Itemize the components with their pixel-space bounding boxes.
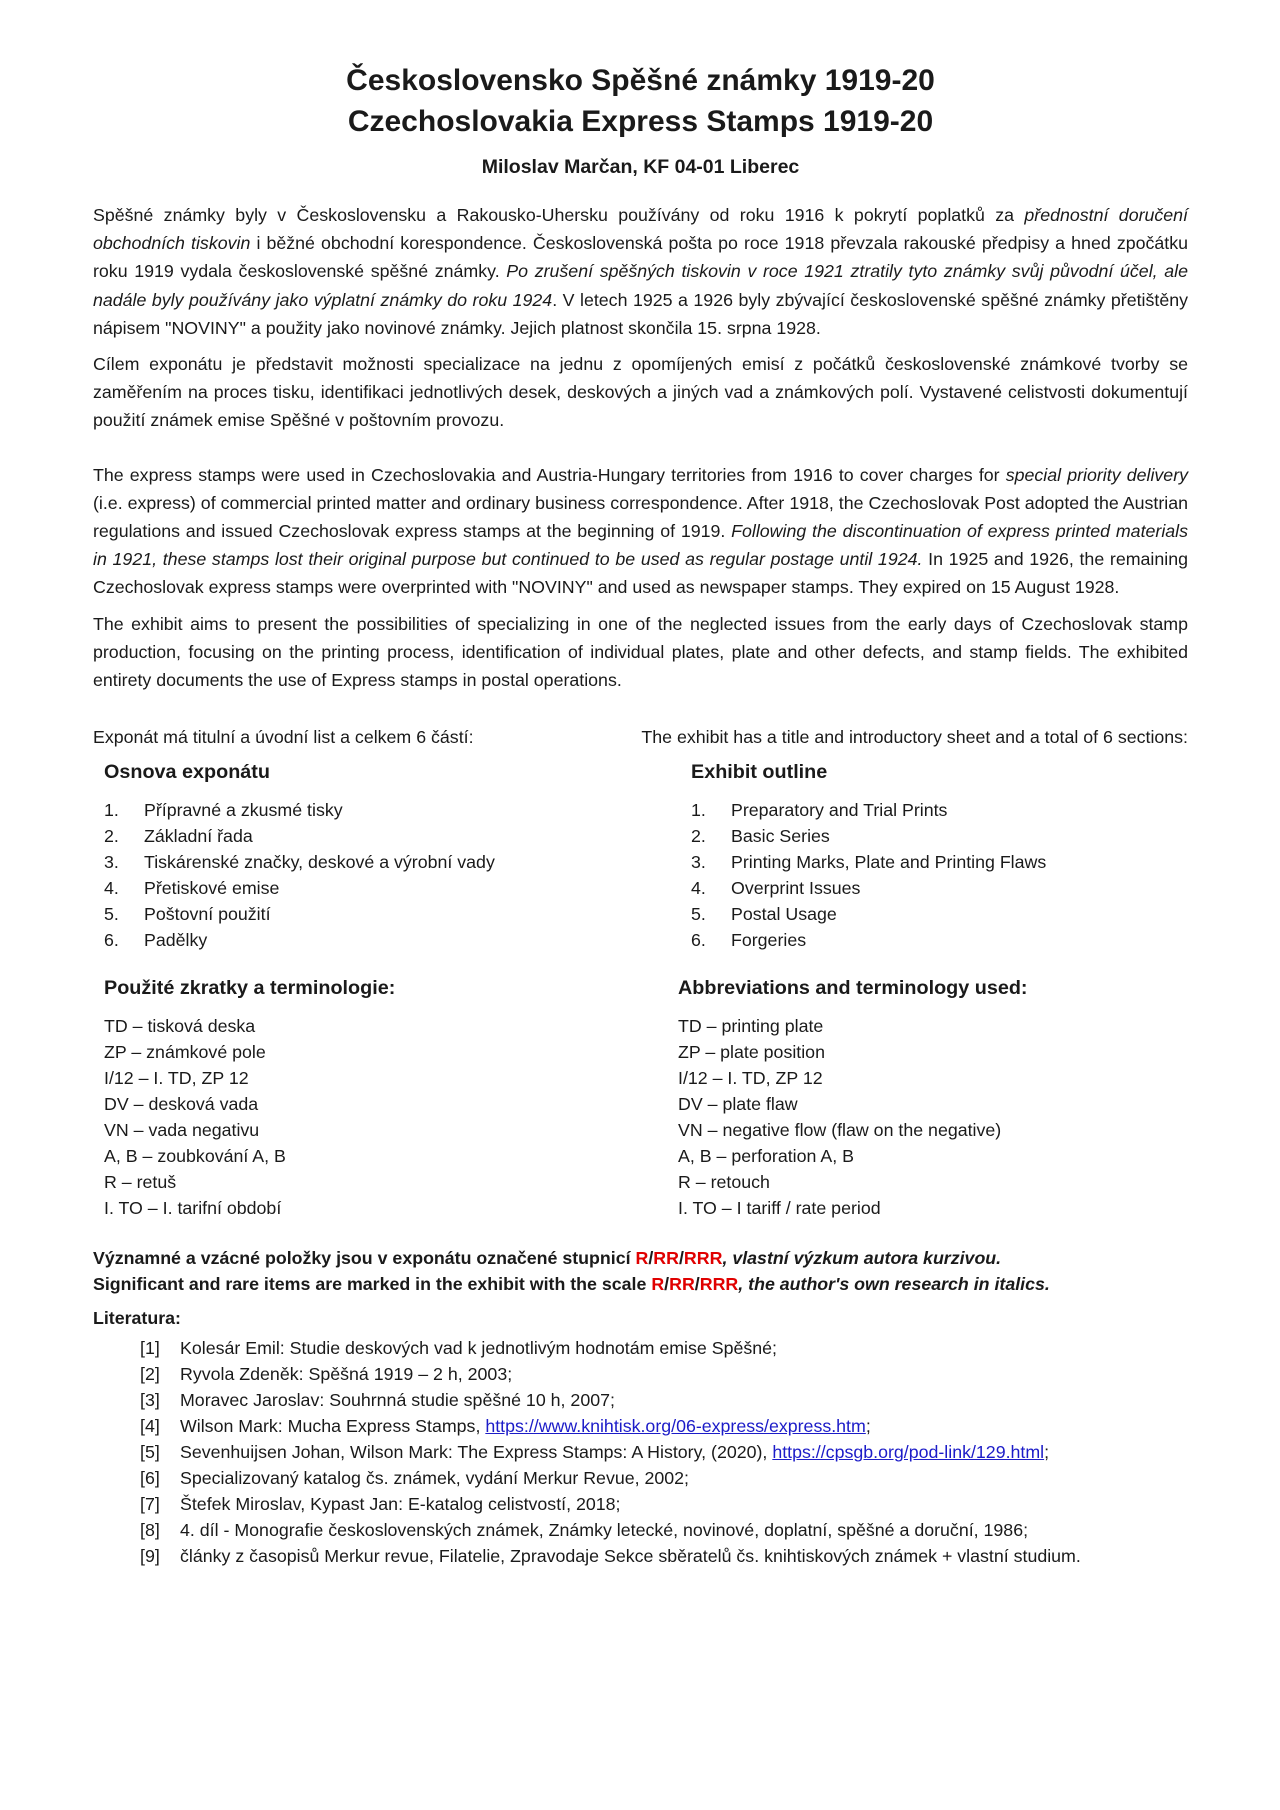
outline-number: 1. — [104, 800, 119, 821]
reference-citation: 4. díl - Monografie československých známek, Známky letecké, novinové, doplatní, spěšné a doruční, 1986; — [180, 1520, 1029, 1541]
reference-text — [180, 1387, 615, 1413]
outline-english-item — [691, 797, 1188, 823]
document-page — [93, 60, 1188, 1569]
reference-text — [180, 1543, 1081, 1569]
outline-number: 6. — [691, 930, 706, 951]
outline-english — [678, 757, 1188, 953]
reference-number: [3] — [140, 1390, 160, 1411]
outline-label: Poštovní použití — [144, 904, 271, 925]
reference-number: [9] — [140, 1546, 160, 1567]
outline-number: 1. — [691, 800, 706, 821]
title-english: Czechoslovakia Express Stamps 1919-20 — [347, 105, 934, 138]
outline-czech-item — [104, 901, 678, 927]
literature-list — [140, 1335, 1188, 1569]
english-paragraph-2: The exhibit aims to present the possibilities of specializing in one of the neglected issues from the early days of Czechoslovak stamp production, focusing on the printing process, identification of individual plates, plate and other defects, and stamp fields. The exhibited entirety documents the use of Express stamps in postal operations. — [93, 613, 1188, 691]
literature-title: Literatura: — [93, 1308, 181, 1329]
literature-item — [140, 1543, 1188, 1569]
reference-number: [7] — [140, 1494, 160, 1515]
literature-item — [140, 1439, 1188, 1465]
outline-label: Forgeries — [731, 930, 807, 951]
outline-label: Overprint Issues — [731, 878, 861, 899]
reference-text — [180, 1465, 689, 1491]
outline-czech — [93, 757, 678, 953]
reference-citation: Štefek Miroslav, Kypast Jan: E-katalog celistvostí, 2018; — [180, 1494, 621, 1515]
outline-number: 2. — [691, 826, 706, 847]
abbreviation-czech-item: A, B – zoubkování A, B — [104, 1146, 286, 1167]
abbreviation-czech-item: VN – vada negativu — [104, 1120, 260, 1141]
outline-english-title: Exhibit outline — [691, 761, 828, 784]
abbreviations-english-list — [678, 1013, 1188, 1221]
abbreviation-english-item: R – retouch — [678, 1172, 770, 1193]
reference-text — [180, 1335, 777, 1361]
outline-label: Preparatory and Trial Prints — [731, 800, 948, 821]
rarity-notice — [93, 1245, 1188, 1297]
outline-label: Tiskárenské značky, deskové a výrobní vady — [144, 852, 495, 873]
outline-english-item — [691, 875, 1188, 901]
abbreviation-czech-item: R – retuš — [104, 1172, 177, 1193]
reference-citation: články z časopisů Merkur revue, Filatelie, Zpravodaje Sekce sběratelů čs. knihtiskových známek + vlastní studium. — [180, 1546, 1081, 1567]
reference-citation: Specializovaný katalog čs. známek, vydání Merkur Revue, 2002; — [180, 1468, 689, 1489]
abbreviation-czech-item: TD – tisková deska — [104, 1016, 256, 1037]
literature-item — [140, 1465, 1188, 1491]
reference-number: [5] — [140, 1442, 160, 1463]
outline-english-item — [691, 849, 1188, 875]
reference-text — [180, 1439, 1049, 1465]
outline-czech-item — [104, 875, 678, 901]
outline-number: 4. — [104, 878, 119, 899]
outline-label: Základní řada — [144, 826, 253, 847]
reference-citation: Moravec Jaroslav: Souhrnná studie spěšné 10 h, 2007; — [180, 1390, 615, 1411]
reference-text — [180, 1491, 620, 1517]
reference-suffix: ; — [1044, 1442, 1050, 1463]
intro-czech: Exponát má titulní a úvodní list a celkem 6 částí: — [93, 727, 474, 748]
english-paragraph-1: The express stamps were used in Czechoslovakia and Austria-Hungary territories from 1916 to cover charges for special priority delivery (i.e. express) of commercial printed matter and ordinary business correspondence. After 1918, the Czechoslovak Post adopted the Austrian regulations and issued Czechoslovak express stamps at the beginning of 1919. Following the discontinuation of express printed materials in 1921, these stamps lost their original purpose but continued to be used as regular postage until 1924. In 1925 and 1926, the remaining Czechoslovak express stamps were overprinted with "NOVINY" and used as newspaper stamps. They expired on 15 August 1928. — [93, 464, 1189, 598]
outline-label: Printing Marks, Plate and Printing Flaws — [731, 852, 1047, 873]
abbreviations-section — [93, 973, 1188, 1221]
abbreviation-english-item: A, B – perforation A, B — [678, 1146, 854, 1167]
outline-number: 5. — [691, 904, 706, 925]
outline-english-item — [691, 901, 1188, 927]
abbreviation-czech-item: ZP – známkové pole — [104, 1042, 266, 1063]
abbreviation-english-item: VN – negative flow (flaw on the negative) — [678, 1120, 1002, 1141]
literature-item — [140, 1491, 1188, 1517]
outline-number: 3. — [104, 852, 119, 873]
outline-czech-item — [104, 849, 678, 875]
outline-czech-title: Osnova exponátu — [104, 761, 270, 784]
rarity-notice-czech: Významné a vzácné položky jsou v exponátu označené stupnicí R/RR/RRR, vlastní výzkum autora kurzivou. — [93, 1248, 1002, 1269]
reference-suffix: ; — [865, 1416, 871, 1437]
outline-number: 2. — [104, 826, 119, 847]
outline-label: Přípravné a zkusmé tisky — [144, 800, 343, 821]
reference-number: [1] — [140, 1338, 160, 1359]
outline-english-list — [691, 797, 1188, 953]
abbreviations-english-title: Abbreviations and terminology used: — [678, 977, 1028, 1000]
abbreviation-english-item: ZP – plate position — [678, 1042, 825, 1063]
outline-label: Basic Series — [731, 826, 830, 847]
reference-text — [180, 1361, 512, 1387]
abbreviations-czech — [93, 973, 678, 1221]
reference-number: [4] — [140, 1416, 160, 1437]
outline-label: Padělky — [144, 930, 208, 951]
outline-english-item — [691, 927, 1188, 953]
reference-citation: Sevenhuijsen Johan, Wilson Mark: The Express Stamps: A History, (2020), — [180, 1442, 773, 1463]
intro-english: The exhibit has a title and introductory sheet and a total of 6 sections: — [641, 727, 1188, 748]
abbreviations-english — [678, 973, 1188, 1221]
abbreviation-english-item: DV – plate flaw — [678, 1094, 798, 1115]
outline-label: Přetiskové emise — [144, 878, 280, 899]
outline-number: 5. — [104, 904, 119, 925]
abbreviation-english-item: I/12 – I. TD, ZP 12 — [678, 1068, 823, 1089]
reference-link[interactable]: https://cpsgb.org/pod-link/129.html — [772, 1442, 1045, 1463]
outline-czech-list — [104, 797, 678, 953]
reference-text — [180, 1413, 871, 1439]
outline-number: 6. — [104, 930, 119, 951]
reference-text — [180, 1517, 1028, 1543]
outline-czech-item — [104, 927, 678, 953]
outline-english-item — [691, 823, 1188, 849]
abbreviation-english-item: I. TO – I tariff / rate period — [678, 1198, 881, 1219]
outline-czech-item — [104, 797, 678, 823]
abbreviation-czech-item: I/12 – I. TD, ZP 12 — [104, 1068, 249, 1089]
literature-item — [140, 1517, 1188, 1543]
czech-paragraph-2: Cílem exponátu je představit možnosti specializace na jednu z opomíjených emisí z počátků československé známkové tvorby se zaměřením na proces tisku, identifikaci jednotlivých desek, deskových a jiných vad a známkových polí. Vystavené celistvosti dokumentují použití známek emise Spěšné v poštovním provozu. — [93, 354, 1188, 431]
exhibit-intro-row — [93, 724, 1188, 750]
reference-link[interactable]: https://www.knihtisk.org/06-express/express.htm — [485, 1416, 866, 1437]
outline-section — [93, 757, 1188, 953]
czech-paragraph-1: Spěšné známky byly v Československu a Rakousko-Uhersku používány od roku 1916 k pokrytí poplatků za přednostní doručení obchodních tiskovin i běžné obchodní korespondence. Československá pošta po roce 1918 převzala rakouské předpisy a hned zpočátku roku 1919 vydala československé spěšné známky. Po zrušení spěšných tiskovin v roce 1921 ztratily tyto známky svůj původní účel, ale nadále byly používány jako výplatní známky do roku 1924. V letech 1925 a 1926 byly zbývající československé spěšné známky přetištěny nápisem "NOVINY" a použity jako novinové známky. Jejich platnost skončila 15. srpna 1928. — [93, 205, 1189, 338]
reference-citation: Wilson Mark: Mucha Express Stamps, — [180, 1416, 486, 1437]
abbreviation-czech-item: DV – desková vada — [104, 1094, 259, 1115]
literature-item — [140, 1413, 1188, 1439]
outline-number: 3. — [691, 852, 706, 873]
reference-number: [6] — [140, 1468, 160, 1489]
literature-item — [140, 1387, 1188, 1413]
abbreviations-czech-title: Použité zkratky a terminologie: — [104, 977, 396, 1000]
outline-czech-item — [104, 823, 678, 849]
abbreviations-czech-list — [104, 1013, 678, 1221]
title-czech: Československo Spěšné známky 1919-20 — [346, 64, 935, 97]
outline-number: 4. — [691, 878, 706, 899]
literature-item — [140, 1335, 1188, 1361]
abbreviation-czech-item: I. TO – I. tarifní období — [104, 1198, 282, 1219]
literature-item — [140, 1361, 1188, 1387]
reference-citation: Ryvola Zdeněk: Spěšná 1919 – 2 h, 2003; — [180, 1364, 513, 1385]
outline-label: Postal Usage — [731, 904, 837, 925]
rarity-notice-english: Significant and rare items are marked in the exhibit with the scale R/RR/RRR, the author's own research in italics. — [93, 1274, 1050, 1295]
author-line: Miloslav Marčan, KF 04-01 Liberec — [481, 156, 800, 178]
reference-citation: Kolesár Emil: Studie deskových vad k jednotlivým hodnotám emise Spěšné; — [180, 1338, 777, 1359]
reference-number: [8] — [140, 1520, 160, 1541]
abbreviation-english-item: TD – printing plate — [678, 1016, 824, 1037]
reference-number: [2] — [140, 1364, 160, 1385]
